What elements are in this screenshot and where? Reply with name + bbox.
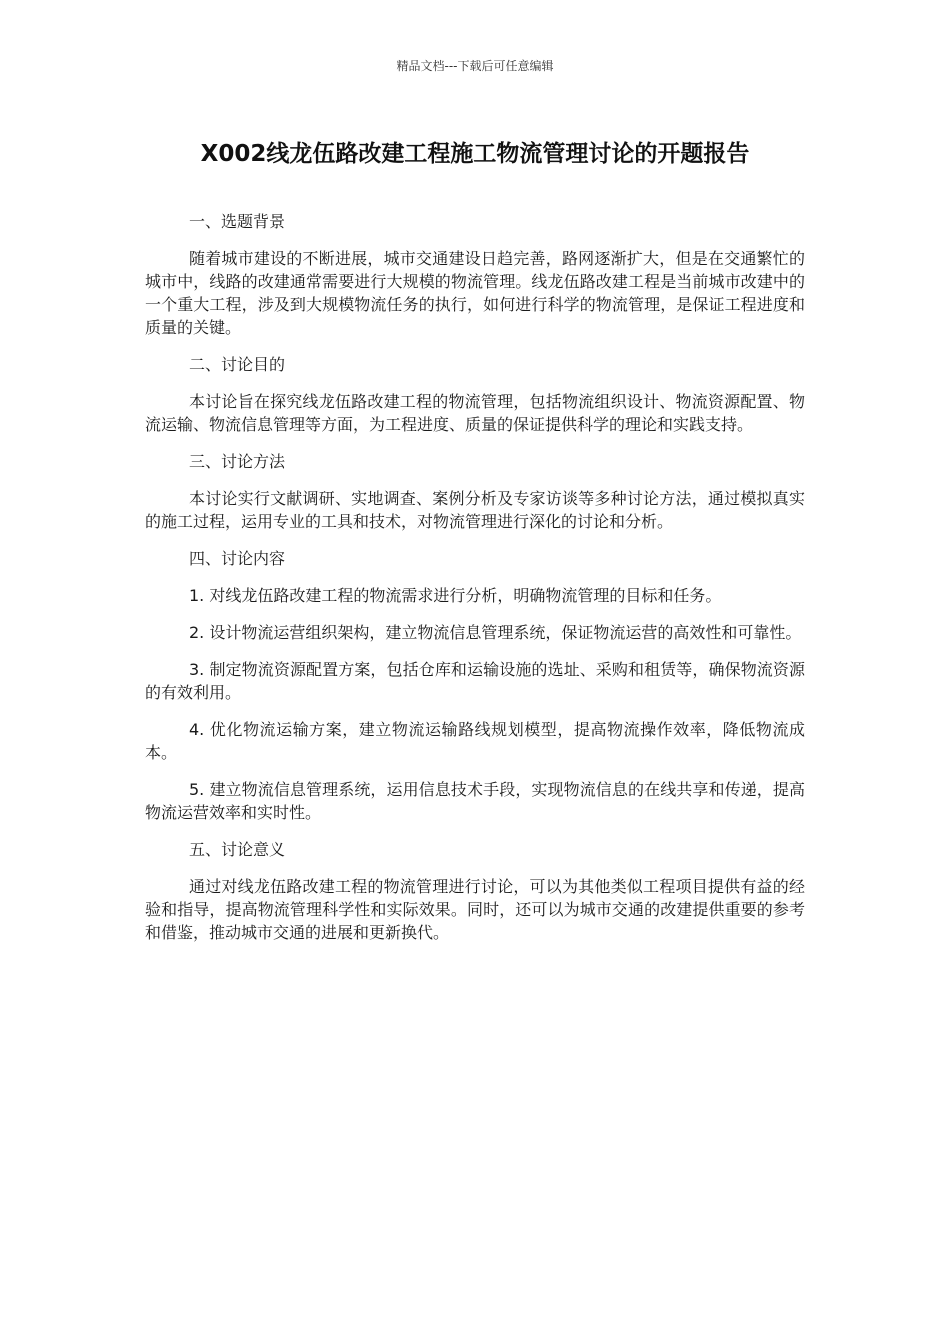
section-heading: 二、讨论目的 [189,355,286,374]
section-background [145,210,805,339]
paragraph: 随着城市建设的不断进展，城市交通建设日趋完善，路网逐渐扩大，但是在交通繁忙的城市中，线路的改建通常需要进行大规模的物流管理。线龙伍路改建工程是当前城市改建中的一个重大工程，涉及到大规模物流任务的执行，如何进行科学的物流管理，是保证工程进度和质量的关键。 [145,249,805,337]
paragraph: 通过对线龙伍路改建工程的物流管理进行讨论，可以为其他类似工程项目提供有益的经验和指导，提高物流管理科学性和实际效果。同时，还可以为城市交通的改建提供重要的参考和借鉴，推动城市交通的进展和更新换代。 [145,877,805,942]
list-item: 5. 建立物流信息管理系统，运用信息技术手段，实现物流信息的在线共享和传递，提高物流运营效率和实时性。 [145,780,805,822]
document-body [145,210,805,958]
list-item: 2. 设计物流运营组织架构，建立物流信息管理系统，保证物流运营的高效性和可靠性。 [189,623,802,642]
section-purpose [145,353,805,436]
section-significance [145,838,805,944]
section-heading: 四、讨论内容 [189,549,286,568]
section-heading: 一、选题背景 [189,212,286,231]
section-method [145,450,805,533]
list-item: 4. 优化物流运输方案，建立物流运输路线规划模型，提高物流操作效率，降低物流成本。 [145,720,805,762]
paragraph: 本讨论实行文献调研、实地调查、案例分析及专家访谈等多种讨论方法，通过模拟真实的施工过程，运用专业的工具和技术，对物流管理进行深化的讨论和分析。 [145,489,805,531]
section-heading: 三、讨论方法 [189,452,286,471]
list-item: 1. 对线龙伍路改建工程的物流需求进行分析，明确物流管理的目标和任务。 [189,586,722,605]
section-heading: 五、讨论意义 [189,840,286,859]
list-item: 3. 制定物流资源配置方案，包括仓库和运输设施的选址、采购和租赁等，确保物流资源的有效利用。 [145,660,805,702]
paragraph: 本讨论旨在探究线龙伍路改建工程的物流管理，包括物流组织设计、物流资源配置、物流运输、物流信息管理等方面，为工程进度、质量的保证提供科学的理论和实践支持。 [145,392,805,434]
section-content [145,547,805,824]
page-header-watermark: 精品文档---下载后可任意编辑 [396,59,554,73]
document-title: X002线龙伍路改建工程施工物流管理讨论的开题报告 [200,141,750,167]
